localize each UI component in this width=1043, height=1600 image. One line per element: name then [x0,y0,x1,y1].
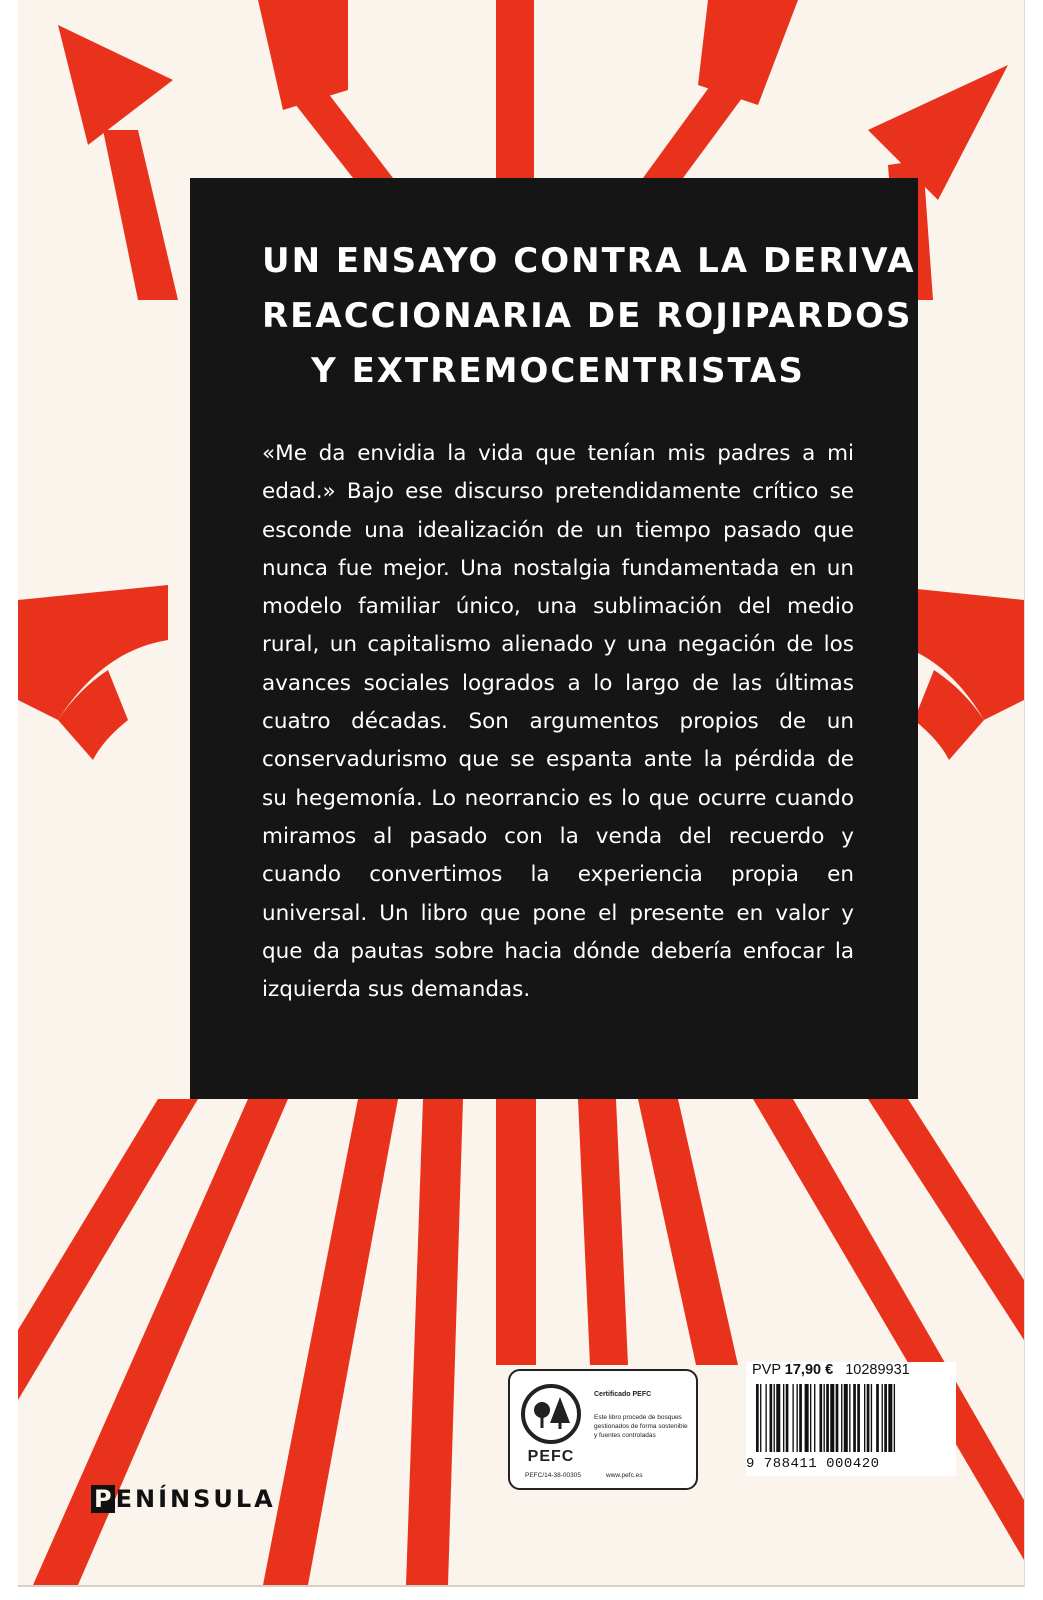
barcode-bar [756,1384,759,1452]
reference-number: 10289931 [845,1362,910,1378]
barcode-bar [760,1384,761,1452]
barcode-bar [814,1384,815,1452]
arrow-top-center [473,0,558,178]
barcode-bar [774,1384,775,1452]
barcode-bar [857,1384,860,1452]
pvp-label: PVP [752,1362,781,1378]
barcode-bar [830,1384,834,1452]
headline-line-2: REACCIONARIA DE ROJIPARDOS [262,296,913,336]
barcode-bar [799,1384,802,1452]
barcode-bar [786,1384,789,1452]
barcode-bar [805,1384,809,1452]
barcode-bar [882,1384,883,1452]
book-back-cover [18,0,1025,1587]
barcode-bar [884,1384,887,1452]
barcode-bar [864,1384,865,1452]
barcode-bar [770,1384,773,1452]
barcode-bar [783,1384,784,1452]
barcode-bar [836,1384,839,1452]
price-line [752,1362,910,1378]
barcode-area [746,1362,956,1476]
barcode-bar [819,1384,822,1452]
pefc-brand: PEFC [527,1448,575,1465]
headline-line-1: UN ENSAYO CONTRA LA DERIVA [262,241,916,281]
headline-line-3: Y EXTREMOCENTRISTAS [311,351,805,391]
barcode-bar [888,1384,892,1452]
ray-bottom-5 [753,1099,1024,1560]
barcode-bar [797,1384,798,1452]
arrow-top-right-inner [643,0,798,178]
barcode [754,1384,948,1454]
barcode-bar [876,1384,879,1452]
ray-bottom-4 [638,1099,738,1365]
ray-bottom-2 [263,1099,398,1585]
blurb-panel [190,178,918,1099]
barcode-bar [826,1384,829,1452]
barcode-bar [871,1384,872,1452]
pefc-label [508,1369,698,1490]
price: 17,90 € [784,1362,834,1378]
barcode-bar [792,1384,793,1452]
barcode-bar [844,1384,848,1452]
pefc-tree-icon [520,1383,582,1445]
arc-left [18,585,168,760]
barcode-bar [853,1384,856,1452]
barcode-bar [810,1384,811,1452]
pefc-code: PEFC/14-38-00305 [524,1472,581,1479]
ray-bottom-8 [406,1099,463,1585]
arrow-top-left-outer [58,25,178,300]
barcode-bar [894,1384,895,1452]
barcode-bar [765,1384,766,1452]
publisher-logo-initial: P [91,1485,115,1513]
arrow-top-left-inner [258,0,393,178]
barcode-bar [776,1384,780,1452]
barcode-bar [824,1384,825,1452]
ray-bottom-3 [496,1099,536,1365]
barcode-bar [849,1384,850,1452]
barcode-bar [867,1384,870,1452]
ray-bottom-9 [578,1099,628,1365]
pefc-url: www.pefc.es [606,1472,643,1479]
pefc-certificate: Certificado PEFC [594,1391,652,1398]
ean-number: 9 788411 000420 [746,1456,880,1472]
publisher-logo [91,1481,276,1517]
barcode-bar [841,1384,842,1452]
pefc-description: Este libro procede de bosques gestionados de forma sostenible y fuentes controladas [594,1414,688,1439]
blurb-text: «Me da envidia la vida que tenían mis padres a mi edad.» Bajo ese discurso pretendidamente crítico se esconde una idealización de un tiempo pasado que nunca fue mejor. Una nostalgia fundamentada en un modelo familiar único, una sublimación del medio rural, un capitalismo alienado y una negación de los avances sociales logrados a lo largo de las últimas cuatro décadas. Son argumentos propios de un conservadurismo que se espanta ante la pérdida de su hegemonía. Lo neorrancio es lo que ocurre cuando miramos al pasado con la venda del recuerdo y cuando convertimos la experiencia propia en universal. Un libro que pone el presente en valor y que da pautas sobre hacia dónde debería enfocar la izquierda sus demandas. [262,441,854,1003]
publisher-logo-rest: ENÍNSULA [115,1485,276,1513]
headline [262,234,916,399]
